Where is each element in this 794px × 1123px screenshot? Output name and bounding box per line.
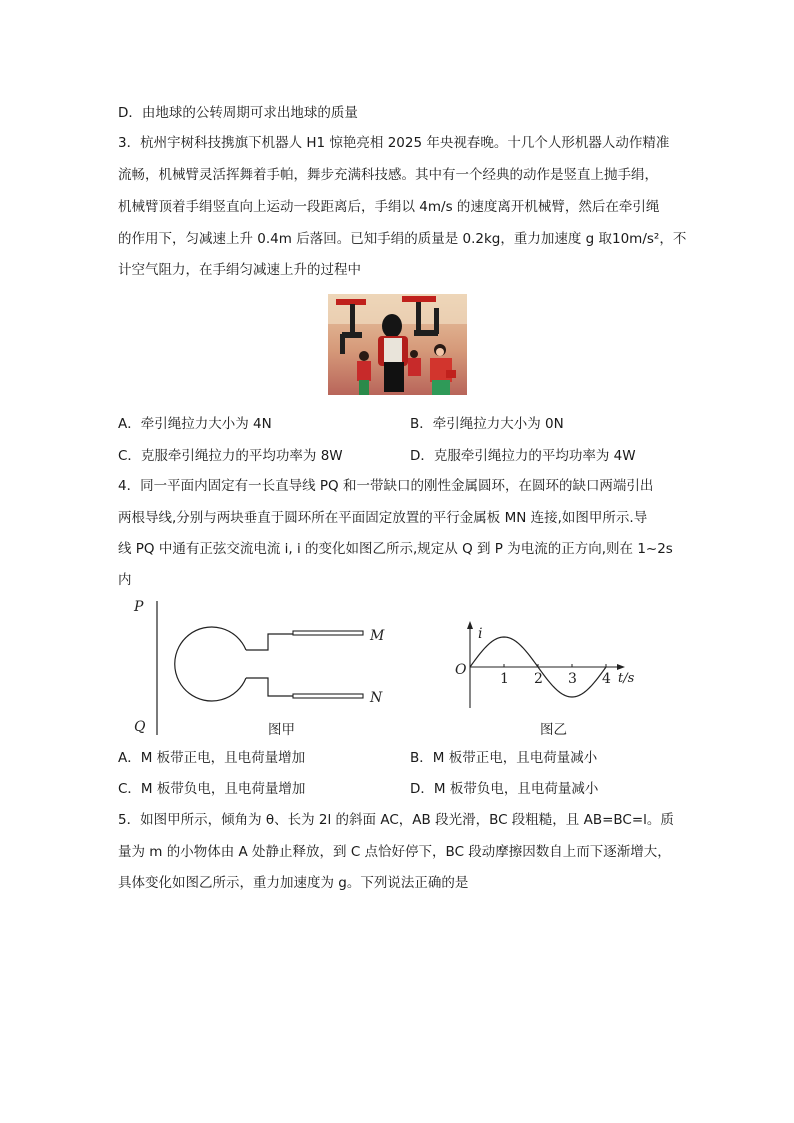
q3-line-2: 流畅，机械臂灵活挥舞着手帕，舞步充满科技感。其中有一个经典的动作是竖直上抛手绢， [118, 167, 658, 183]
tick-label-1: 1 [500, 671, 509, 687]
plate-n [293, 694, 363, 698]
q3-line-3: 机械臂顶着手绢竖直向上运动一段距离后，手绢以 4m/s 的速度离开机械臂，然后在牵引绳 [118, 199, 660, 215]
robot-performance-photo [328, 294, 467, 395]
lower-lead [246, 678, 293, 696]
q4-option-d: D．M 板带负电，且电荷量减小 [410, 781, 599, 797]
label-m: M [370, 628, 385, 644]
q5-line-2: 量为 m 的小物体由 A 处静止释放，到 C 点恰好停下，BC 段动摩擦因数自上而下逐渐增大， [118, 844, 671, 860]
label-t: t/s [618, 671, 635, 686]
q3-line-4: 的作用下，匀减速上升 0.4m 后落回。已知手绢的质量是 0.2kg，重力加速度 g 取10m/s²，不 [118, 231, 687, 247]
robot-photo-drawing [328, 294, 467, 395]
q3-line-5: 计空气阻力，在手绢匀减速上升的过程中 [118, 262, 361, 278]
figure-yi [450, 616, 640, 716]
q3-option-a: A．牵引绳拉力大小为 4N [118, 416, 272, 432]
q5-line-1: 5．如图甲所示，倾角为 θ、长为 2l 的斜面 AC，AB 段光滑，BC 段粗糙，且 AB=BC=l。质 [118, 812, 674, 828]
q4-option-c: C．M 板带负电，且电荷量增加 [118, 781, 306, 797]
t-axis-arrow [617, 664, 625, 670]
q4-option-b: B．M 板带正电，且电荷量减小 [410, 750, 598, 766]
label-o: O [455, 662, 467, 678]
metal-ring [175, 627, 246, 701]
label-p: P [134, 599, 144, 615]
upper-lead [246, 634, 293, 650]
q3-option-b: B．牵引绳拉力大小为 0N [410, 416, 564, 432]
i-axis-arrow [467, 621, 473, 629]
q4-line-1: 4．同一平面内固定有一长直导线 PQ 和一带缺口的刚性金属圆环，在圆环的缺口两端引出 [118, 478, 654, 494]
q5-line-3: 具体变化如图乙所示，重力加速度为 g。下列说法正确的是 [118, 875, 469, 891]
tick-label-3: 3 [568, 671, 577, 687]
figure-jia-caption: 图甲 [268, 722, 295, 738]
tick-label-4: 4 [602, 671, 611, 687]
label-i: i [478, 626, 483, 642]
q3-line-1: 3．杭州宇树科技携旗下机器人 H1 惊艳亮相 2025 年央视春晚。十几个人形机器人动作精准 [118, 135, 670, 151]
plate-m [293, 631, 363, 635]
tick-label-2: 2 [534, 671, 543, 687]
label-n: N [370, 690, 383, 706]
q4-line-4: 内 [118, 572, 132, 588]
q3-option-d: D．克服牵引绳拉力的平均功率为 4W [410, 448, 636, 464]
label-q: Q [134, 719, 146, 735]
q4-option-a: A．M 板带正电，且电荷量增加 [118, 750, 306, 766]
q2-option-d: D．由地球的公转周期可求出地球的质量 [118, 105, 358, 121]
q3-option-c: C．克服牵引绳拉力的平均功率为 8W [118, 448, 343, 464]
figure-yi-caption: 图乙 [540, 722, 567, 738]
q4-line-2: 两根导线,分别与两块垂直于圆环所在平面固定放置的平行金属板 MN 连接,如图甲所示.导 [118, 510, 648, 526]
q4-line-3: 线 PQ 中通有正弦交流电流 i, i 的变化如图乙所示,规定从 Q 到 P 为电流的正方向,则在 1~2s [118, 541, 673, 557]
figure-yi-drawing [450, 616, 640, 716]
